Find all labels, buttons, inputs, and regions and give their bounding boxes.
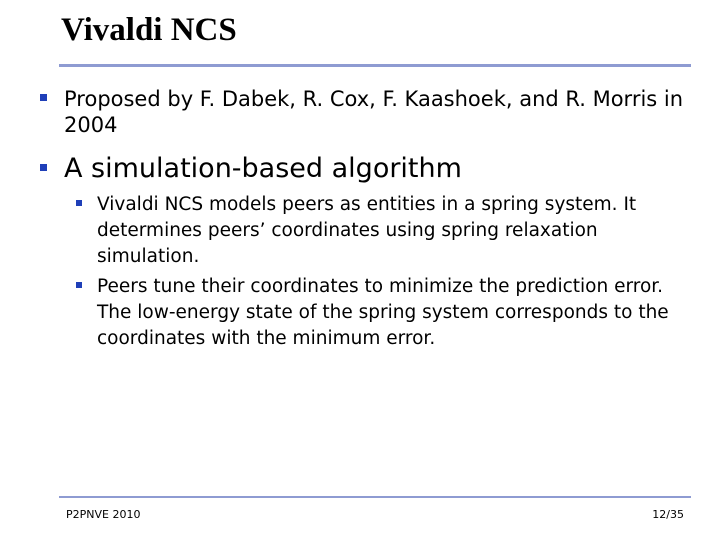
- page-number: 12/35: [652, 508, 684, 521]
- sub-bullet-prediction-error: Peers tune their coordinates to minimize the prediction error. The low-energy state of the spring system corresponds to the coordinates with the minimum error.: [97, 276, 669, 349]
- title-divider: [59, 64, 691, 67]
- footer-conference: P2PNVE 2010: [66, 508, 141, 521]
- bullet-marker: [40, 164, 47, 171]
- sub-bullet-spring-system: Vivaldi NCS models peers as entities in a spring system. It determines peers’ coordinates using spring relaxation simulation.: [97, 194, 637, 267]
- bullet-simulation-algorithm: A simulation-based algorithm: [64, 153, 462, 184]
- bullet-marker: [40, 94, 47, 101]
- bullet-proposed-by: Proposed by F. Dabek, R. Cox, F. Kaashoek, and R. Morris in 2004: [64, 87, 684, 137]
- sub-bullet-marker: [76, 282, 82, 288]
- slide-title: Vivaldi NCS: [61, 12, 237, 48]
- footer-divider: [59, 496, 691, 498]
- sub-bullet-marker: [76, 200, 82, 206]
